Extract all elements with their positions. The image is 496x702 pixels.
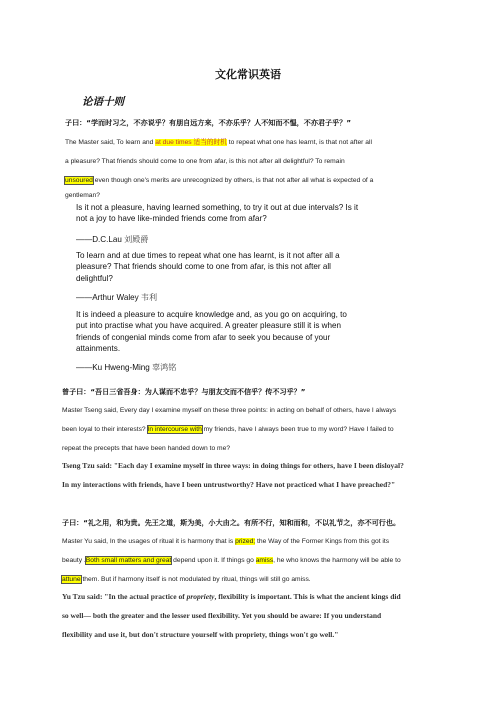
highlight-amiss: amiss [255,557,274,564]
highlight-unsoured: unsoured [65,177,93,184]
analects-2-translation: Master Tseng said, Every day I examine myself on these three points: in acting on behalf of others, have I always been loyal to their interests? In intercourse with my friends, have I always been true to my word? Have I failed to repeat the precepts that have been handed down to me? [62,407,397,452]
quote-dc-lau: Is it not a pleasure, having learned something, to try it out at due intervals? Is it not a joy to have like-minded friends come from afar? [76,203,359,224]
analects-2-alt-translation: Tseng Tzu said: "Each day I examine myself in three ways: in doing things for others, have I been disloyal? In my interactions with friends, have I been untrustworthy? Have not practiced what I have preached?" [62,461,404,489]
highlight-at-due-times: at due times 适当的时机 [155,139,227,146]
quote-arthur-waley: To learn and at due times to repeat what one has learnt, is it not after all a pleasure? That friends should come to one from afar, is this not after all delightful? [76,251,340,283]
attribution-ku-hweng-ming: ——Ku Hweng-Ming 辜鸿铭 [76,362,177,372]
translation-line: unsoured even though one's merits are unrecognized by others, is that not after all what is expected of a [65,177,374,184]
translation-line: a pleasure? That friends should come to one from afar, is this not after all delightful? To remain [65,158,345,165]
analects-1-chinese: 子曰：“学而时习之，不亦说乎？有朋自远方来，不亦乐乎？人不知而不愠，不亦君子乎？” [65,118,351,127]
highlight-prized: prized; [235,538,256,545]
quote-ku-hweng-ming: It is indeed a pleasure to acquire knowledge and, as you go on acquiring, to put into practise what you have acquired. A greater pleasure still it is when friends of congenial minds come from afar to seek you because of your attainments. [76,310,347,354]
analects-3-translation: Master Yu said, In the usages of ritual it is harmony that is prized; the Way of the Former Kings from this got its beauty .Both small matters and great depend upon it. If things go amiss, he who knows the harmony will be able to attune them. But if harmony itself is not modulated by ritual, things will still go amiss. [62,538,401,583]
analects-3-alt-translation: Yu Tzu said: "In the actual practice of propriety, flexibility is important. This is what the ancient kings did so well— both the greater and the lesser used flexibility. Yet you should be aware: If you understand flexibility and use it, but don't structure yourself with propriety, things won't go well." [62,592,401,639]
translation-line: gentleman? [65,192,100,199]
attribution-dc-lau: ——D.C.Lau 刘殿爵 [76,234,149,244]
highlight-in-intercourse-with: In intercourse with [147,426,202,433]
document-title: 文化常识英语 [215,68,281,81]
analects-1-translation [65,133,477,202]
analects-2-chinese: 曾子曰：“吾日三省吾身：为人谋而不忠乎？与朋友交而不信乎？传不习乎？” [62,387,306,396]
attribution-arthur-waley: ——Arthur Waley 韦利 [76,292,158,302]
section-subtitle: 论语十则 [82,96,124,108]
highlight-attune: attune [62,576,81,583]
analects-3-chinese: 子曰：“礼之用，和为贵。先王之道，斯为美，小大由之。有所不行，知和而和，不以礼节之，亦不可行也。 [62,518,401,527]
translation-line: The Master said, To learn and at due times 适当的时机 to repeat what one has learnt, is that not after all [65,139,372,146]
highlight-both-small-and-great: Both small matters and great [85,557,172,564]
